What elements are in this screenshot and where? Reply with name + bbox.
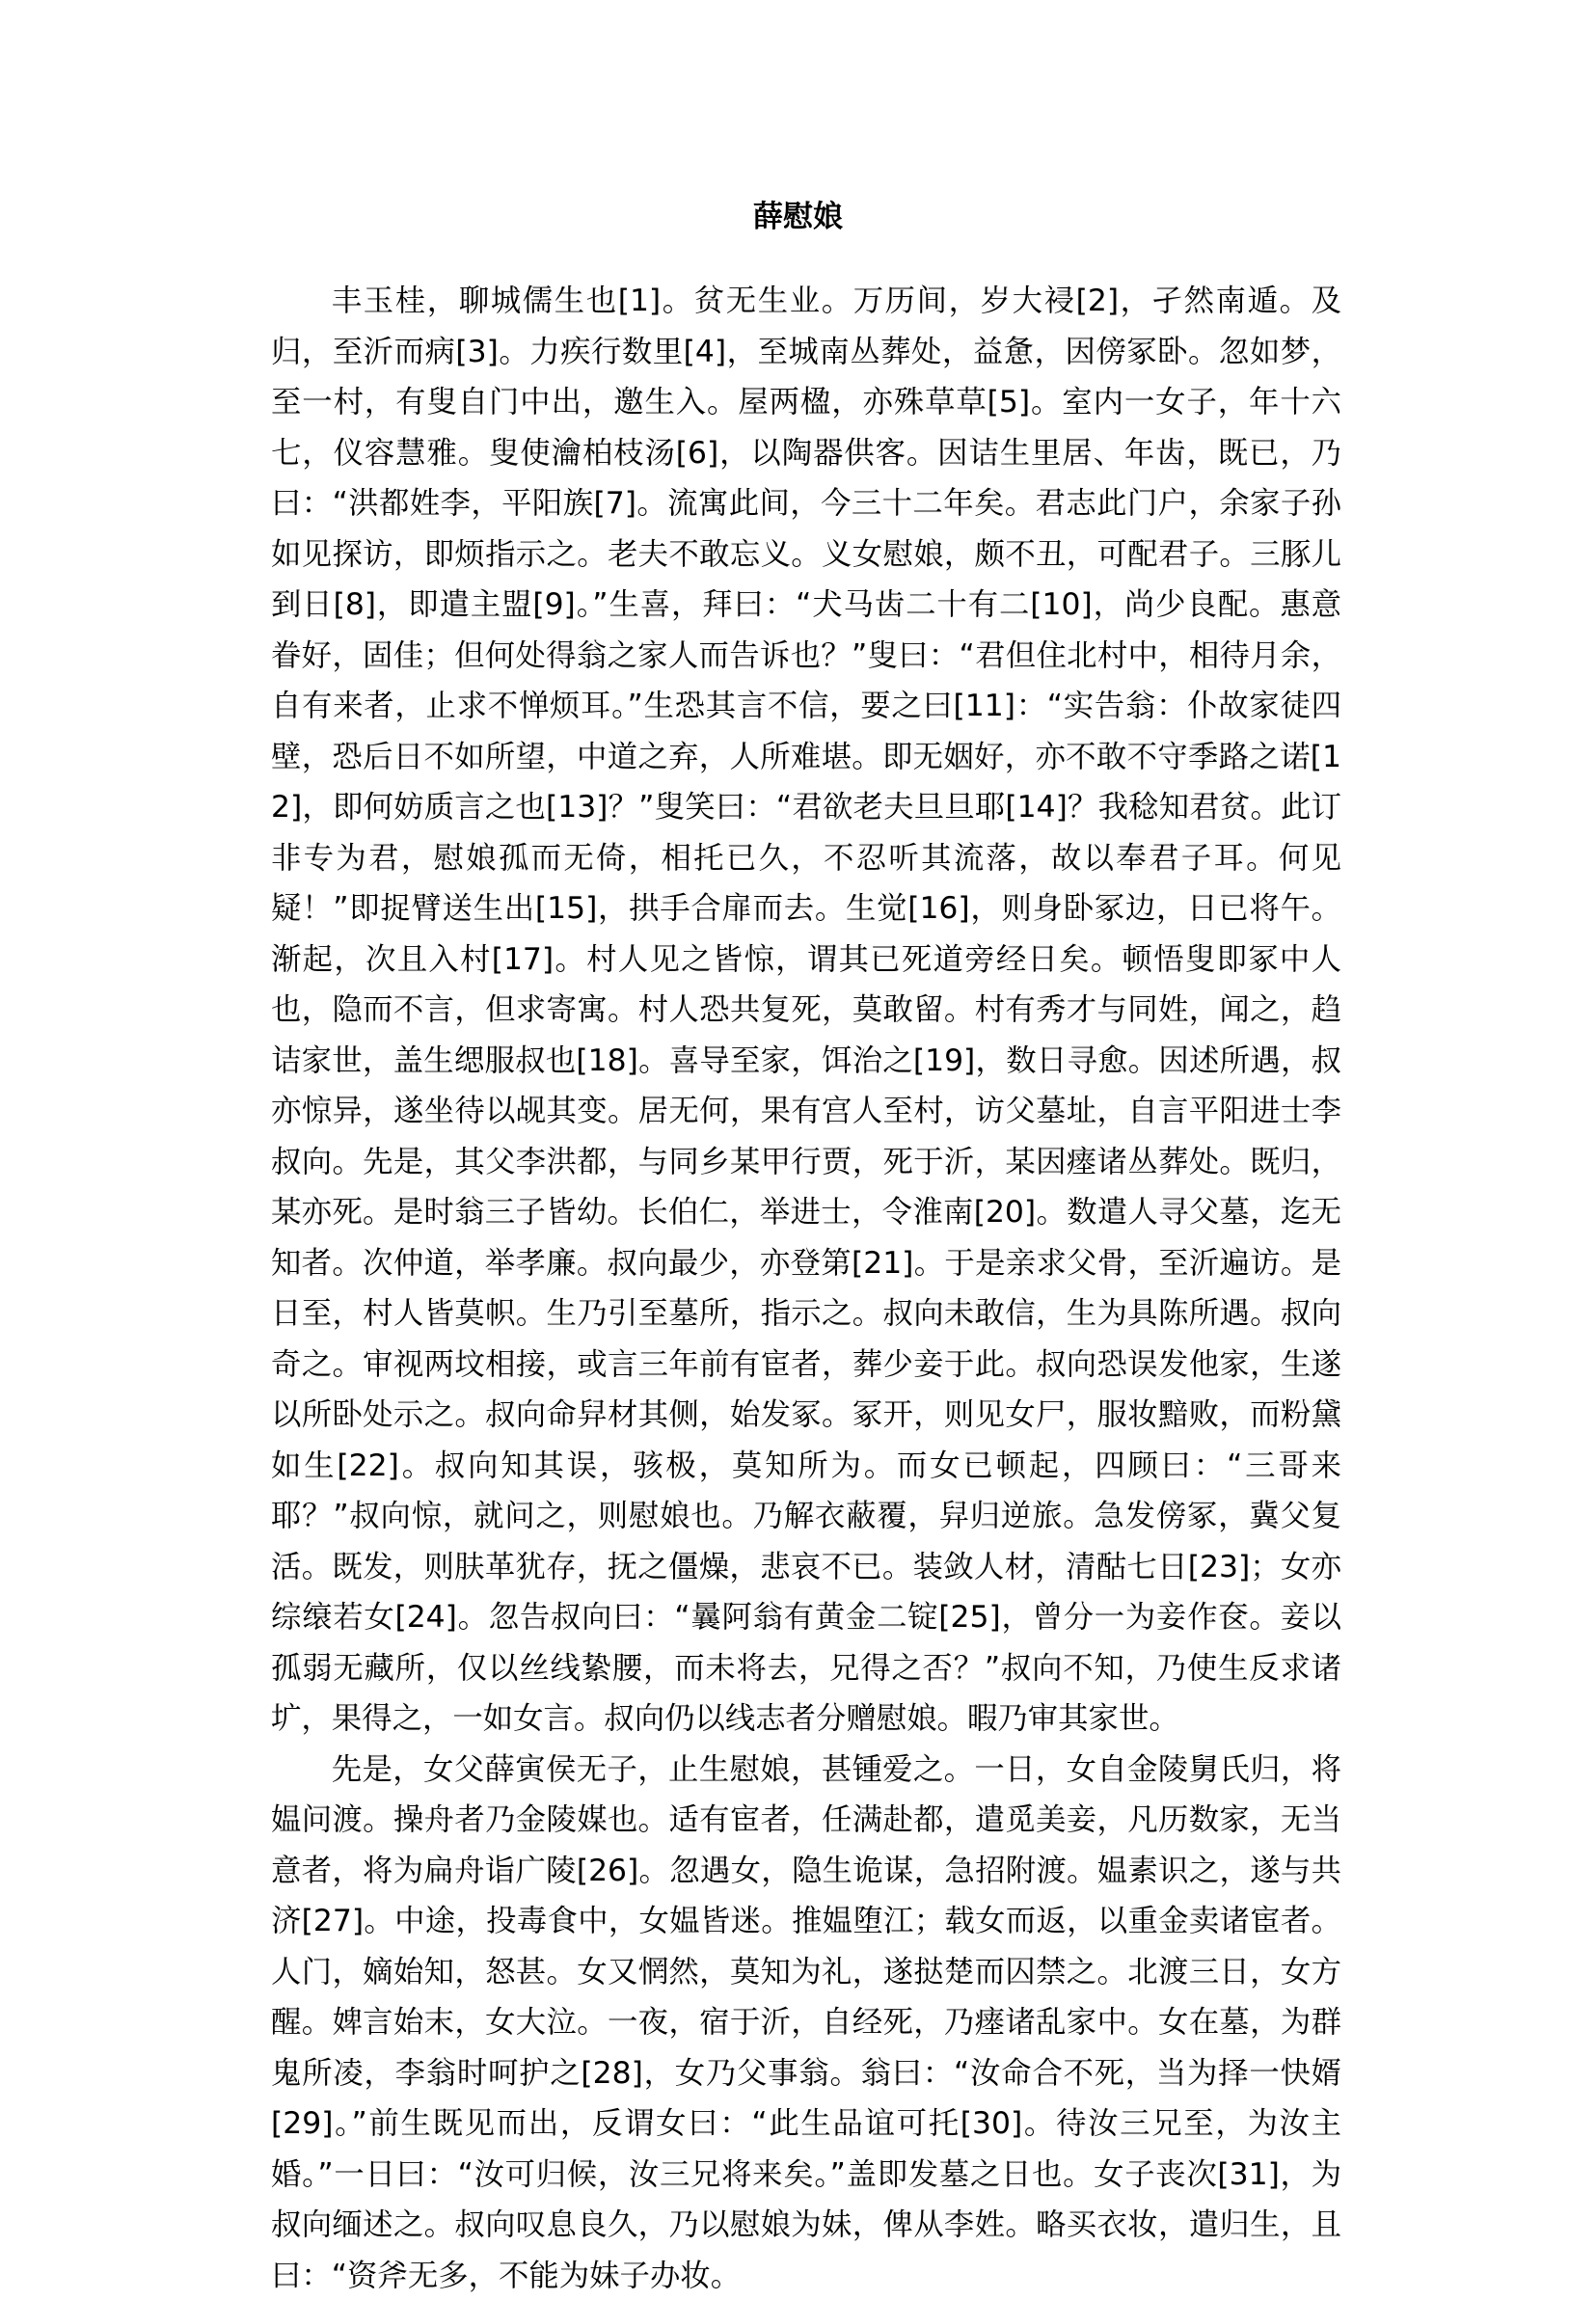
- paragraph-1: 丰玉桂，聊城儒生也[1]。贫无生业。万历间，岁大祲[2]，孑然南遁。及归，至沂而病[3]。力疾行数里[4]，至城南丛葬处，益惫，因傍冢卧。忽如梦，至一村，有叟自门中出，邀生入。屋两楹，亦殊草草[5]。室内一女子，年十六七，仪容慧雅。叟使瀹柏枝汤[6]，以陶器供客。因诘生里居、年齿，既已，乃曰：“洪都姓李，平阳族[7]。流寓此间，今三十二年矣。君志此门户，余家子孙如见探访，即烦指示之。老夫不敢忘义。义女慰娘，颇不丑，可配君子。三豚儿到日[8]，即遣主盟[9]。”生喜，拜曰：“犬马齿二十有二[10]，尚少良配。惠意眷好，固佳；但何处得翁之家人而告诉也？”叟曰：“君但住北村中，相待月余，自有来者，止求不惮烦耳。”生恐其言不信，要之曰[11]：“实告翁：仆故家徒四壁，恐后日不如所望，中道之弃，人所难堪。即无姻好，亦不敢不守季路之诺[12]，即何妨质言之也[13]？”叟笑曰：“君欲老夫旦旦耶[14]？我稔知君贫。此订非专为君，慰娘孤而无倚，相托已久，不忍听其流落，故以奉君子耳。何见疑！”即捉臂送生出[15]，拱手合扉而去。生觉[16]，则身卧冢边，日已将午。渐起，次且入村[17]。村人见之皆惊，谓其已死道旁经日矣。顿悟叟即冢中人也，隐而不言，但求寄寓。村人恐共复死，莫敢留。村有秀才与同姓，闻之，趋诘家世，盖生缌服叔也[18]。喜导至家，饵治之[19]，数日寻愈。因述所遇，叔亦惊异，遂坐待以觇其变。居无何，果有宫人至村，访父墓址，自言平阳进士李叔向。先是，其父李洪都，与同乡某甲行贾，死于沂，某因瘗诸丛葬处。既归，某亦死。是时翁三子皆幼。长伯仁，举进士，令淮南[20]。数遣人寻父墓，迄无知者。次仲道，举孝廉。叔向最少，亦登第[21]。于是亲求父骨，至沂遍访。是日至，村人皆莫帜。生乃引至墓所，指示之。叔向未敢信，生为具陈所遇。叔向奇之。审视两坟相接，或言三年前有宦者，葬少妾于此。叔向恐误发他家，生遂以所卧处示之。叔向命舁材其侧，始发冢。冢开，则见女尸，服妆黯败，而粉黛如生[22]。叔向知其误，骇极，莫知所为。而女已顿起，四顾曰：“三哥来耶？”叔向惊，就问之，则慰娘也。乃解衣蔽覆，舁归逆旅。急发傍冢，冀父复活。既发，则肤革犹存，抚之僵燥，悲哀不已。装敛人材，清酤七日[23]；女亦综缞若女[24]。忽告叔向曰：“曩阿翁有黄金二锭[25]，曾分一为妾作奁。妾以孤弱无藏所，仅以丝线絷腰，而未将去，兄得之否？”叔向不知，乃使生反求诸圹，果得之，一如女言。叔向仍以线志者分赠慰娘。暇乃审其家世。: [271, 276, 1341, 1745]
- document-body: [271, 276, 1341, 2301]
- document-title: 薛慰娘: [0, 198, 1596, 236]
- paragraph-2: 先是，女父薛寅侯无子，止生慰娘，甚锺爱之。一日，女自金陵舅氏归，将媪问渡。操舟者乃金陵媒也。适有宦者，任满赴都，遣觅美妾，凡历数家，无当意者，将为扁舟诣广陵[26]。忽遇女，隐生诡谋，急招附渡。媪素识之，遂与共济[27]。中途，投毒食中，女媪皆迷。推媪堕江；载女而返，以重金卖诸宦者。人门，嫡始知，怒甚。女又惘然，莫知为礼，遂挞楚而囚禁之。北渡三日，女方醒。婢言始末，女大泣。一夜，宿于沂，自经死，乃瘗诸乱家中。女在墓，为群鬼所凌，李翁时呵护之[28]，女乃父事翁。翁曰：“汝命合不死，当为择一快婿[29]。”前生既见而出，反谓女曰：“此生品谊可托[30]。待汝三兄至，为汝主婚。”一日曰：“汝可归候，汝三兄将来矣。”盖即发墓之日也。女子丧次[31]，为叔向缅述之。叔向叹息良久，乃以慰娘为妹，俾从李姓。略买衣妆，遣归生，且曰：“资斧无多，不能为妹子办妆。: [271, 1745, 1341, 2301]
